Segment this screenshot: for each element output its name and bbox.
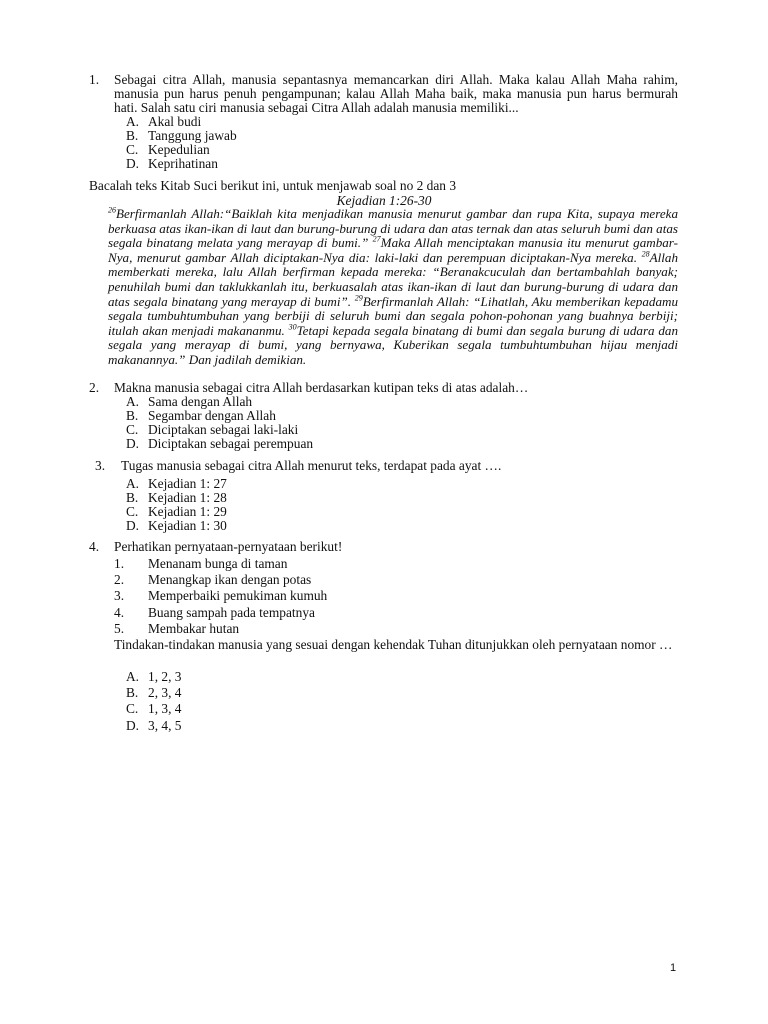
option-text: 1, 3, 4 (148, 701, 182, 717)
option-text: 3, 4, 5 (148, 717, 182, 733)
question-number: 4. (89, 539, 100, 554)
question-number: 2. (89, 380, 100, 395)
statement-text: Memperbaiki pemukiman kumuh (148, 588, 328, 604)
option-text: Diciptakan sebagai laki-laki (148, 422, 299, 437)
statement-text: Menanam bunga di taman (148, 556, 288, 571)
option-c (126, 423, 313, 437)
option-c (126, 505, 227, 519)
question-text: Tugas manusia sebagai citra Allah menurut teks, terdapat pada ayat …. (121, 458, 502, 473)
statement-text: Menangkap ikan dengan potas (148, 572, 312, 588)
option-text: Kepedulian (148, 142, 210, 157)
option-letter: C. (126, 422, 139, 437)
option-text: Akal budi (148, 114, 202, 129)
verse-number: 27 (372, 234, 381, 244)
option-text: 1, 2, 3 (148, 669, 182, 684)
option-letter: B. (126, 128, 139, 143)
question-prompt: Tindakan-tindakan manusia yang sesuai dengan kehendak Tuhan ditunjukkan oleh pernyataan nomor … (114, 637, 673, 652)
option-letter: D. (126, 717, 140, 733)
verse-text: Berfirmanlah Allah: “Lihatlah, Aku memberikan kepadamu segala tumbuhtumbuhan yang berbiji di seluruh bumi dan segala pohon-pohonan yang buahnya berbiji; itulah akan menjadi makananmu. (108, 293, 678, 338)
scripture-passage (108, 207, 678, 368)
statement-number: 2. (114, 572, 125, 588)
question-text: Makna manusia sebagai citra Allah berdasarkan kutipan teks di atas adalah… (114, 380, 529, 395)
passage-instruction: Bacalah teks Kitab Suci berikut ini, untuk menjawab soal no 2 dan 3 (89, 178, 457, 193)
statement-text: Membakar hutan (148, 620, 240, 636)
verse-number: 29 (354, 293, 363, 303)
statement-item (114, 556, 327, 572)
option-letter: D. (126, 436, 140, 451)
statement-list (114, 556, 327, 637)
option-a (126, 395, 313, 409)
verse-number: 28 (641, 249, 650, 259)
option-d (126, 157, 237, 171)
option-a (126, 115, 237, 129)
option-d (126, 718, 181, 734)
option-text: Kejadian 1: 29 (148, 504, 227, 519)
verse-number: 26 (108, 205, 116, 215)
option-text: Tanggung jawab (148, 128, 237, 143)
option-b (126, 491, 227, 505)
statement-number: 4. (114, 604, 125, 620)
statement-number: 1. (114, 556, 125, 571)
option-b (126, 409, 313, 423)
question-number: 1. (89, 72, 100, 87)
passage-title: Kejadian 1:26-30 (336, 193, 432, 208)
option-a (126, 669, 181, 685)
statement-text: Buang sampah pada tempatnya (148, 604, 315, 620)
verse-number: 30 (288, 322, 297, 332)
option-list (126, 477, 227, 533)
statement-item (114, 572, 327, 588)
statement-number: 5. (114, 620, 125, 636)
option-letter: C. (126, 142, 139, 157)
option-letter: A. (126, 394, 140, 409)
option-b (126, 685, 181, 701)
option-text: Sama dengan Allah (148, 394, 253, 409)
verse-text: Allah memberkati mereka, lalu Allah berfirman kepada mereka: “Beranakcuculah dan bertambahlah banyak; penuhilah bumi dan taklukkanlah itu, berkuasalah atas ikan-ikan di laut dan burung-burung di udara dan atas segala binatang yang merayap di bumi”. (108, 249, 678, 309)
statement-number: 3. (114, 588, 125, 604)
option-letter: D. (126, 518, 140, 533)
verse-text: Berfirmanlah Allah:“Baiklah kita menjadikan manusia menurut gambar dan rupa Kita, supaya mereka berkuasa atas ikan-ikan di laut dan burung-burung di udara dan atas ternak dan atas seluruh bumi dan atas segala binatang melata yang merayap di bumi.” (108, 206, 678, 251)
option-list (126, 669, 181, 734)
statement-item (114, 588, 327, 604)
option-d (126, 437, 313, 451)
option-letter: A. (126, 114, 140, 129)
option-letter: D. (126, 156, 140, 171)
statement-item (114, 621, 327, 637)
option-c (126, 143, 237, 157)
question-text: Sebagai citra Allah, manusia sepantasnya memancarkan diri Allah. Maka kalau Allah Maha rahim, manusia pun harus penuh pengampunan; kalau Allah Maha baik, maka manusia pun harus bermurah hati. Salah satu ciri manusia sebagai Citra Allah adalah manusia memiliki... (114, 72, 678, 115)
option-text: 2, 3, 4 (148, 685, 182, 701)
option-list (126, 115, 237, 171)
page-number: 1 (670, 962, 677, 974)
option-letter: B. (126, 408, 139, 423)
option-text: Kejadian 1: 30 (148, 518, 227, 533)
option-letter: A. (126, 669, 140, 684)
question-number: 3. (95, 458, 106, 473)
option-text: Segambar dengan Allah (148, 408, 276, 423)
question-text: Perhatikan pernyataan-pernyataan berikut! (114, 539, 343, 554)
verse-text: Maka Allah menciptakan manusia itu menurut gambar-Nya, menurut gambar Allah diciptakan-Nya dia: laki-laki dan perempuan diciptakan-Nya mereka. (108, 235, 678, 265)
statement-item (114, 605, 327, 621)
option-d (126, 519, 227, 533)
option-text: Kejadian 1: 28 (148, 490, 227, 505)
option-text: Kejadian 1: 27 (148, 476, 227, 491)
option-letter: C. (126, 701, 139, 717)
option-a (126, 477, 227, 491)
option-letter: B. (126, 490, 139, 505)
option-letter: C. (126, 504, 139, 519)
option-b (126, 129, 237, 143)
option-c (126, 701, 181, 717)
option-letter: B. (126, 685, 139, 701)
option-text: Diciptakan sebagai perempuan (148, 436, 314, 451)
option-list (126, 395, 313, 451)
verse-text: Tetapi kepada segala binatang di bumi dan segala burung di udara dan segala yang merayap di bumi, yang bernyawa, Kuberikan segala tumbuhtumbuhan hijau menjadi makanannya.” Dan jadilah demikian. (108, 322, 678, 367)
option-letter: A. (126, 476, 140, 491)
option-text: Keprihatinan (148, 156, 218, 171)
